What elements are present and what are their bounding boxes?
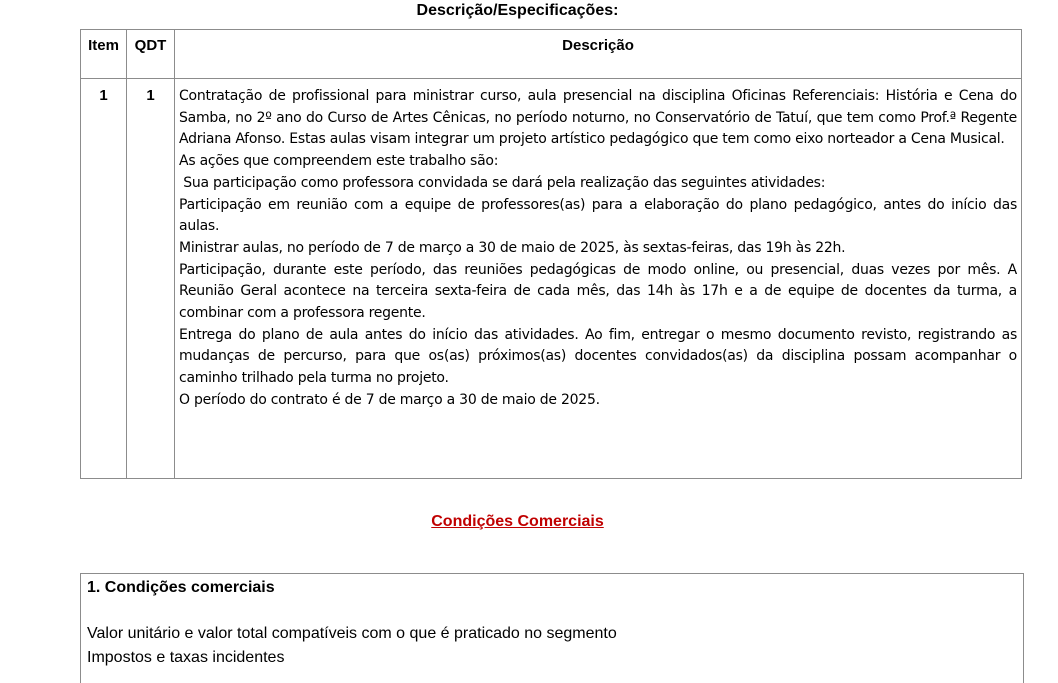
header-qty: QDT <box>127 30 175 79</box>
description-paragraph: As ações que compreendem este trabalho são: <box>179 153 499 170</box>
row-description <box>175 79 1022 479</box>
row-item-number: 1 <box>81 79 127 479</box>
commercial-section-title: Condições Comerciais <box>431 513 604 530</box>
description-paragraph: O período do contrato é de 7 de março a 30 de maio de 2025. <box>179 391 600 408</box>
description-section-title: Descrição/Especificações: <box>416 2 619 19</box>
commercial-line: Valor unitário e valor total compatíveis com o que é praticado no segmento <box>87 625 617 642</box>
description-paragraph: Participação em reunião com a equipe de professores(as) para a elaboração do plano pedagógico, antes do início das aulas. <box>179 196 1017 235</box>
commercial-conditions-box <box>80 573 1024 683</box>
table-row <box>81 79 1022 479</box>
row-quantity: 1 <box>127 79 175 479</box>
header-item: Item <box>81 30 127 79</box>
commercial-box-heading: 1. Condições comerciais <box>87 579 275 596</box>
description-paragraph: Entrega do plano de aula antes do início das atividades. Ao fim, entregar o mesmo documento revisto, registrando as mudanças de percurso, para que os(as) próximos(as) docentes convidados(as) da disciplina possam acompanhar o caminho trilhado pela turma no projeto. <box>179 326 1017 387</box>
description-paragraph: Sua participação como professora convidada se dará pela realização das seguintes atividades: <box>179 174 826 191</box>
description-paragraph: Contratação de profissional para ministrar curso, aula presencial na disciplina Oficinas Referenciais: História e Cena do Samba, no 2º ano do Curso de Artes Cênicas, no período noturno, no Conservatório de Tatuí, que tem como Prof.ª Regente Adriana Afonso. Estas aulas visam integrar um projeto artístico pedagógico que tem como eixo norteador a Cena Musical. <box>179 88 1017 148</box>
description-paragraph: Ministrar aulas, no período de 7 de março a 30 de maio de 2025, às sextas-feiras, das 19h às 22h. <box>179 239 846 256</box>
table-header-row <box>81 30 1022 79</box>
description-paragraph: Participação, durante este período, das reuniões pedagógicas de modo online, ou presencial, duas vezes por mês. A Reunião Geral acontece na terceira sexta-feira de cada mês, das 14h às 17h e a de equipe de docentes da turma, a combinar com a professora regente. <box>179 261 1017 322</box>
specification-table <box>80 29 1022 479</box>
header-description: Descrição <box>175 30 1022 79</box>
commercial-line: Impostos e taxas incidentes <box>87 649 285 666</box>
